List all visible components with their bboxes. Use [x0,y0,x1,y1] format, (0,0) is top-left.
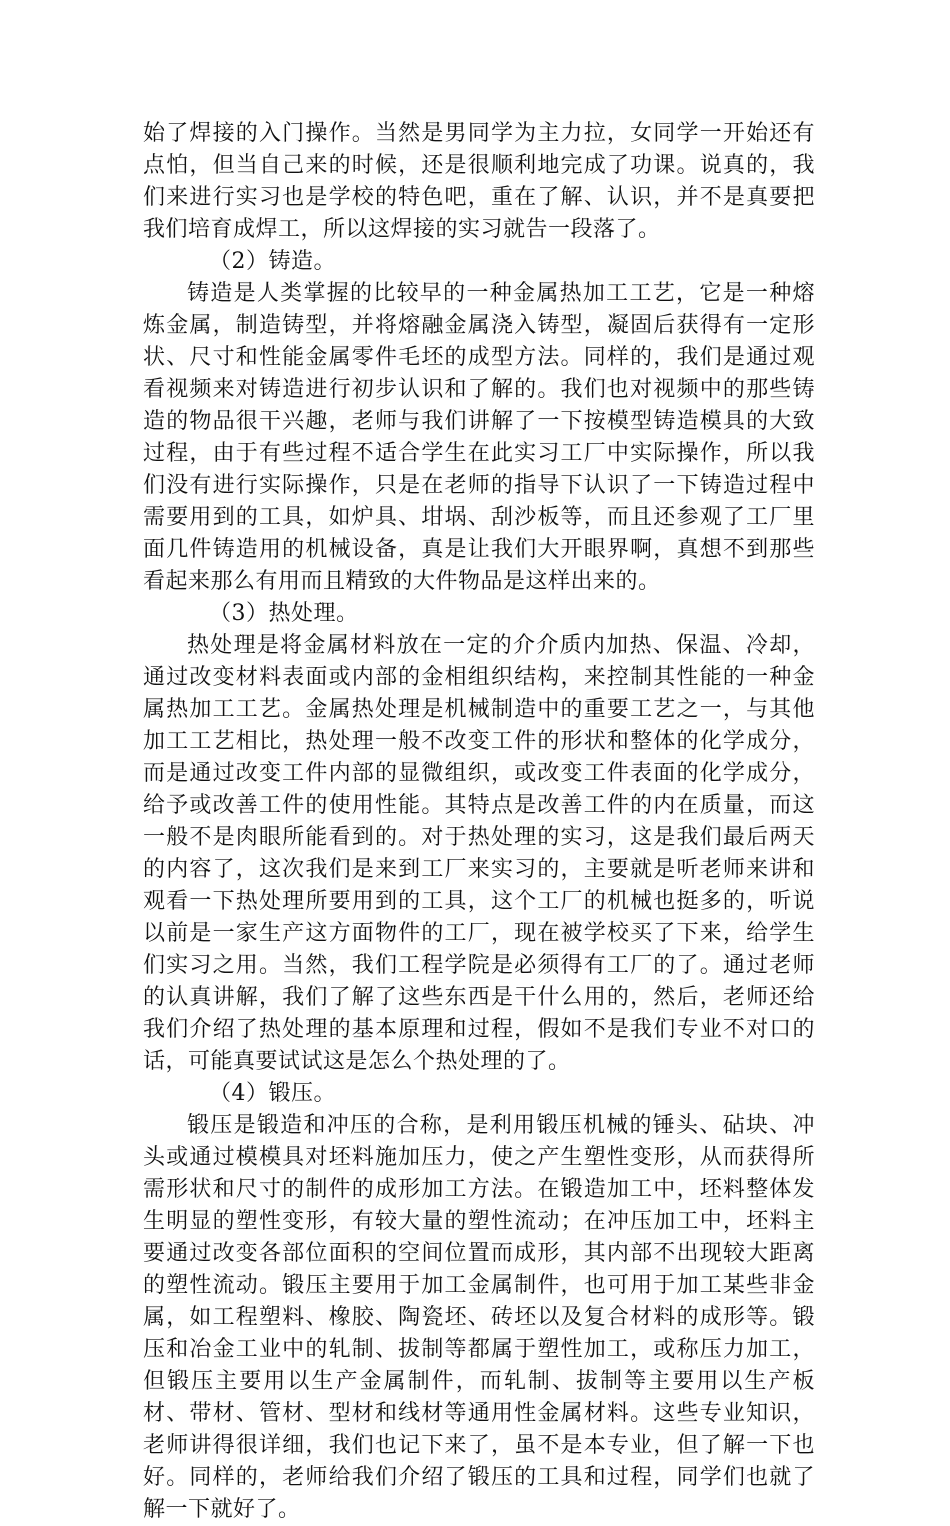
paragraph-welding-conclusion: 始了焊接的入门操作。当然是男同学为主力拉，女同学一开始还有点怕，但当自己来的时候，还是很顺利地完成了功课。说真的，我们来进行实习也是学校的特色吧，重在了解、认识，并不是真要把我们培育成焊工，所以这焊接的实习就告一段落了。 [143,121,815,242]
document-page [143,118,815,1526]
paragraph-casting: 铸造是人类掌握的比较早的一种金属热加工工艺，它是一种熔炼金属，制造铸型，并将熔融金属浇入铸型，凝固后获得有一定形状、尺寸和性能金属零件毛坯的成型方法。同样的，我们是通过观看视频来对铸造进行初步认识和了解的。我们也对视频中的那些铸造的物品很干兴趣，老师与我们讲解了一下按模型铸造模具的大致过程，由于有些过程不适合学生在此实习工厂中实际操作，所以我们没有进行实际操作，只是在老师的指导下认识了一下铸造过程中需要用到的工具，如炉具、坩埚、刮沙板等，而且还参观了工厂里面几件铸造用的机械设备，真是让我们大开眼界啊，真想不到那些看起来那么有用而且精致的大件物品是这样出来的。 [143,281,815,594]
heading-heat-treatment: （3）热处理。 [209,601,359,626]
heading-forging: （4）锻压。 [209,1081,336,1106]
paragraph-forging: 锻压是锻造和冲压的合称，是利用锻压机械的锤头、砧块、冲头或通过模模具对坯料施加压力，使之产生塑性变形，从而获得所需形状和尺寸的制件的成形加工方法。在锻造加工中，坯料整体发生明显的塑性变形，有较大量的塑性流动；在冲压加工中，坯料主要通过改变各部位面积的空间位置而成形，其内部不出现较大距离的塑性流动。锻压主要用于加工金属制件，也可用于加工某些非金属，如工程塑料、橡胶、陶瓷坯、砖坯以及复合材料的成形等。锻压和冶金工业中的轧制、拔制等都属于塑性加工，或称压力加工，但锻压主要用以生产金属制件，而轧制、拔制等主要用以生产板材、带材、管材、型材和线材等通用性金属材料。这些专业知识，老师讲得很详细，我们也记下来了，虽不是本专业，但了解一下也好。同样的，老师给我们介绍了锻压的工具和过程，同学们也就了解一下就好了。 [143,1113,815,1522]
paragraph-heat-treatment: 热处理是将金属材料放在一定的介介质内加热、保温、冷却，通过改变材料表面或内部的金相组织结构，来控制其性能的一种金属热加工工艺。金属热处理是机械制造中的重要工艺之一，与其他加工工艺相比，热处理一般不改变工件的形状和整体的化学成分，而是通过改变工件内部的显微组织，或改变工件表面的化学成分，给予或改善工件的使用性能。其特点是改善工件的内在质量，而这一般不是肉眼所能看到的。对于热处理的实习，这是我们最后两天的内容了，这次我们是来到工厂来实习的，主要就是听老师来讲和观看一下热处理所要用到的工具，这个工厂的机械也挺多的，听说以前是一家生产这方面物件的工厂，现在被学校买了下来，给学生们实习之用。当然，我们工程学院是必须得有工厂的了。通过老师的认真讲解，我们了解了这些东西是干什么用的，然后，老师还给我们介绍了热处理的基本原理和过程，假如不是我们专业不对口的话，可能真要试试这是怎么个热处理的了。 [143,633,815,1074]
heading-casting: （2）铸造。 [209,249,336,274]
